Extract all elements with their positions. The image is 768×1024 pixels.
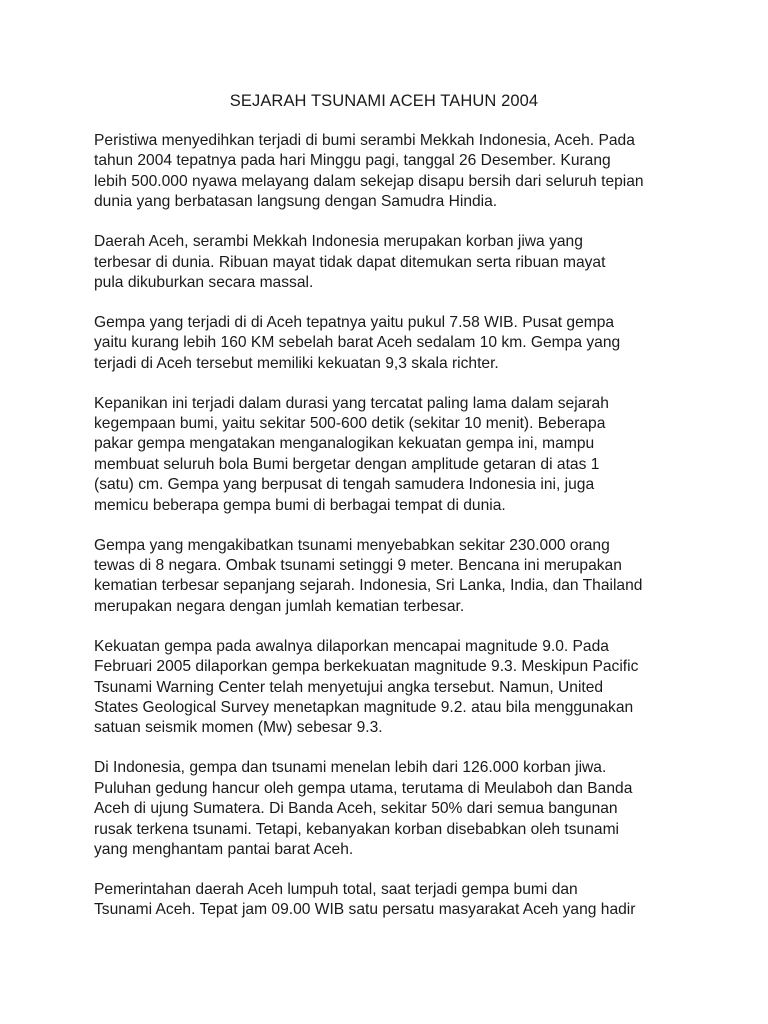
- text-line: Di Indonesia, gempa dan tsunami menelan lebih dari 126.000 korban jiwa.: [94, 759, 607, 777]
- text-line: terjadi di Aceh tersebut memiliki kekuatan 9,3 skala richter.: [94, 354, 499, 372]
- text-line: Daerah Aceh, serambi Mekkah Indonesia merupakan korban jiwa yang: [94, 233, 583, 251]
- text-line: Kekuatan gempa pada awalnya dilaporkan mencapai magnitude 9.0. Pada: [94, 637, 609, 655]
- text-line: Aceh di ujung Sumatera. Di Banda Aceh, sekitar 50% dari semua bangunan: [94, 800, 618, 818]
- text-line: Tsunami Aceh. Tepat jam 09.00 WIB satu persatu masyarakat Aceh yang hadir: [94, 901, 636, 919]
- document-body: [94, 131, 684, 940]
- text-line: States Geological Survey menetapkan magnitude 9.2. atau bila menggunakan: [94, 698, 634, 716]
- document-title: SEJARAH TSUNAMI ACEH TAHUN 2004: [229, 92, 539, 110]
- text-line: (satu) cm. Gempa yang berpusat di tengah samudera Indonesia ini, juga: [94, 476, 595, 494]
- text-line: merupakan negara dengan jumlah kematian terbesar.: [94, 597, 465, 615]
- text-line: Kepanikan ini terjadi dalam durasi yang tercatat paling lama dalam sejarah: [94, 394, 609, 412]
- text-line: kematian terbesar sepanjang sejarah. Indonesia, Sri Lanka, India, dan Thailand: [94, 577, 643, 595]
- text-line: memicu beberapa gempa bumi di berbagai tempat di dunia.: [94, 496, 506, 514]
- text-line: lebih 500.000 nyawa melayang dalam sekejap disapu bersih dari seluruh tepian: [94, 172, 644, 190]
- paragraph-8: [94, 880, 684, 921]
- text-line: Tsunami Warning Center telah menyetujui angka tersebut. Namun, United: [94, 678, 604, 696]
- text-line: tewas di 8 negara. Ombak tsunami setinggi 9 meter. Bencana ini merupakan: [94, 557, 622, 575]
- text-line: membuat seluruh bola Bumi bergetar dengan amplitude getaran di atas 1: [94, 455, 600, 473]
- text-line: yang menghantam pantai barat Aceh.: [94, 840, 354, 858]
- paragraph-3: [94, 313, 684, 374]
- text-line: pula dikuburkan secara massal.: [94, 273, 314, 291]
- paragraph-7: [94, 758, 684, 860]
- text-line: rusak terkena tsunami. Tetapi, kebanyakan korban disebabkan oleh tsunami: [94, 820, 620, 838]
- text-line: Puluhan gedung hancur oleh gempa utama, terutama di Meulaboh dan Banda: [94, 779, 633, 797]
- paragraph-2: [94, 232, 684, 293]
- text-line: tahun 2004 tepatnya pada hari Minggu pagi, tanggal 26 Desember. Kurang: [94, 152, 611, 170]
- text-line: dunia yang berbatasan langsung dengan Samudra Hindia.: [94, 193, 498, 211]
- text-line: pakar gempa mengatakan menganalogikan kekuatan gempa ini, mampu: [94, 435, 595, 453]
- text-line: satuan seismik momen (Mw) sebesar 9.3.: [94, 719, 383, 737]
- text-line: Pemerintahan daerah Aceh lumpuh total, saat terjadi gempa bumi dan: [94, 880, 578, 898]
- paragraph-4: [94, 394, 684, 516]
- text-line: terbesar di dunia. Ribuan mayat tidak dapat ditemukan serta ribuan mayat: [94, 253, 606, 271]
- text-line: yaitu kurang lebih 160 KM sebelah barat Aceh sedalam 10 km. Gempa yang: [94, 334, 621, 352]
- text-line: Gempa yang mengakibatkan tsunami menyebabkan sekitar 230.000 orang: [94, 536, 610, 554]
- paragraph-5: [94, 536, 684, 618]
- paragraph-6: [94, 637, 684, 739]
- text-line: Peristiwa menyedihkan terjadi di bumi serambi Mekkah Indonesia, Aceh. Pada: [94, 132, 635, 149]
- text-line: kegempaan bumi, yaitu sekitar 500-600 detik (sekitar 10 menit). Beberapa: [94, 415, 606, 433]
- paragraph-1: [94, 131, 684, 213]
- text-line: Gempa yang terjadi di di Aceh tepatnya yaitu pukul 7.58 WIB. Pusat gempa: [94, 313, 615, 331]
- text-line: Februari 2005 dilaporkan gempa berkekuatan magnitude 9.3. Meskipun Pacific: [94, 658, 639, 676]
